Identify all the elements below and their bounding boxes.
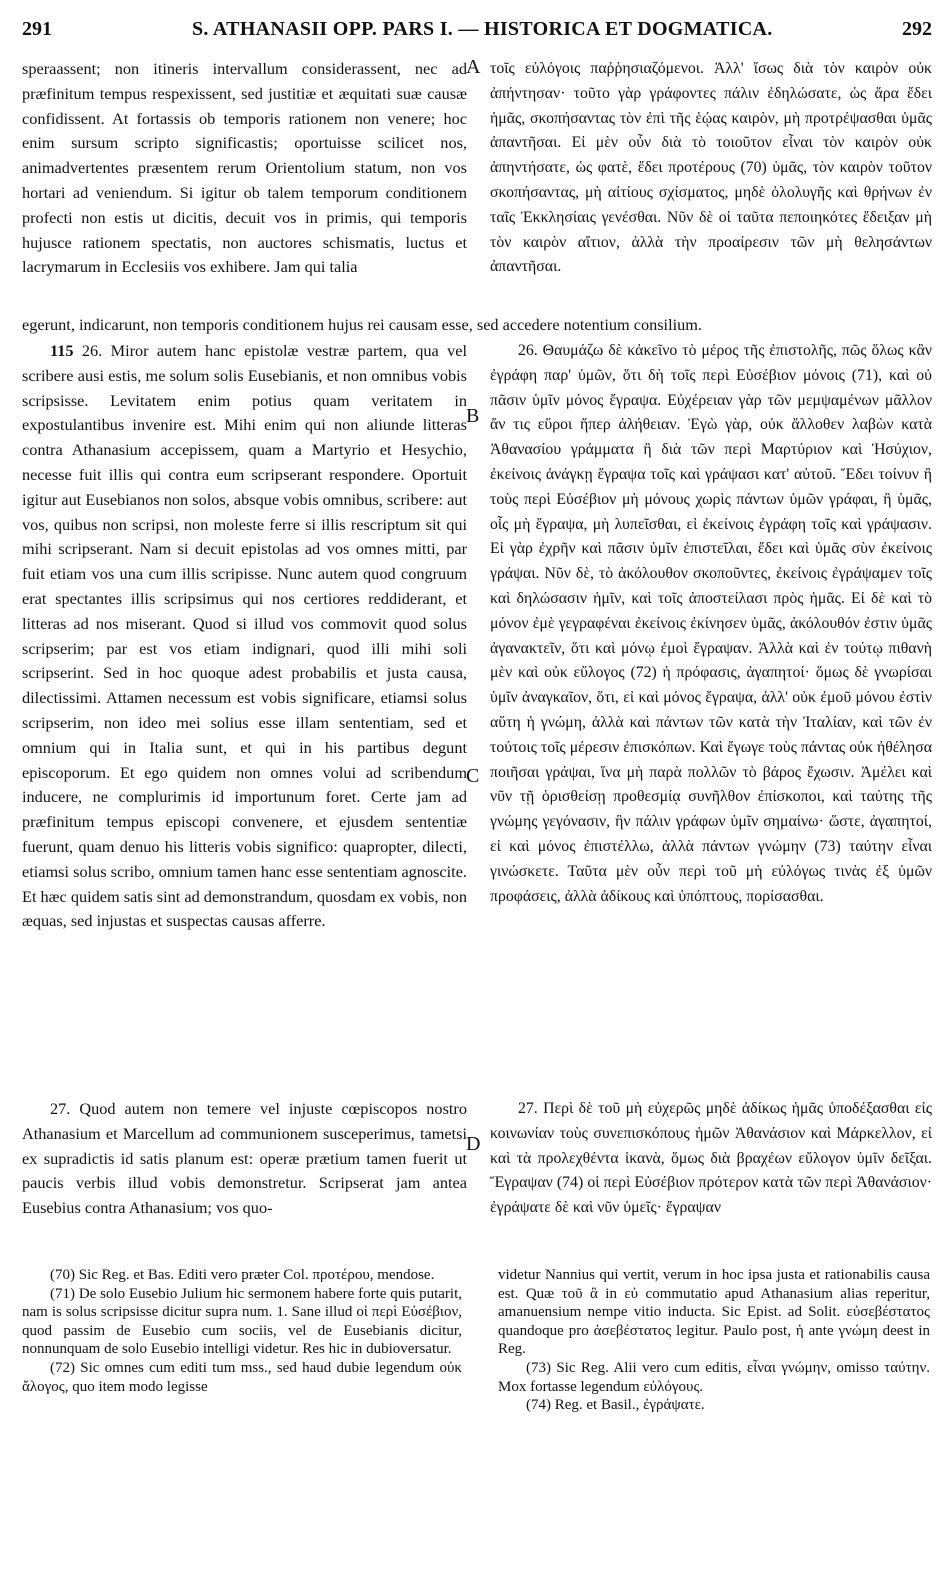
margin-letter-b: B: [466, 405, 480, 427]
latin-paragraph-26: [22, 339, 467, 934]
footnote-73: (73) Sic Reg. Alii vero cum editis, εἶναι γνώμην, omisso ταύτην. Mox fortasse legendum εὐλόγους.: [498, 1359, 930, 1395]
latin-paragraph-27: 27. Quod autem non temere vel injuste cœpiscopos nostro Athanasium et Marcellum ad communionem susceperimus, tametsi ex supradictis id satis planum est: operæ prætium tamen fuerit ut paucis verbis illud vobis demonstretur. Scripserat jam antea Eusebius contra Athanasium; vos quo-: [22, 1099, 467, 1218]
greek-column-top: [490, 57, 932, 307]
running-header: [22, 18, 932, 50]
latin-column-top: [22, 57, 467, 295]
footnote-71: (71) De solo Eusebio Julium hic sermonem habere forte quis putarit, nam is solus scripsisse dicitur supra num. 1. Sane illud οἱ περὶ Εὐσέβιον, quod passim de Eusebio cum sociis, vel de Eusebianis dicitur, nonnunquam de solo Eusebio intelligi videtur. Res hic in dubioversatur.: [22, 1285, 462, 1358]
latin-paragraph-continued: speraassent; non itineris intervallum considerassent, nec ad præfinitum tempus respexissent, sed justitiæ et æquitati suæ causæ confidissent. At fortassis ob temporis rationem non venere; hoc enim sursum scripto significastis; oportuisse scilicet nos, animadvertentes præsentem rerum Orientolium statum, non vos hortari ad veniendum. Si igitur ob talem temporum conditionem profecti non estis ut dicitis, decuit vos in primis, qui temporis hujusce rationem spectatis, non auctores schismatis, luctus et lacrymarum in Ecclesiis vos exhibere. Jam qui talia: [22, 59, 467, 277]
greek-column-27: [490, 1097, 932, 1247]
footnote-72: (72) Sic omnes cum editi tum mss., sed haud dubie legendum οὐκ ἄλογος, quo item modo legisse: [22, 1359, 462, 1395]
greek-paragraph-26: 26. Θαυμάζω δὲ κἀκεῖνο τὸ μέρος τῆς ἐπιστολῆς, πῶς ὅλως κἂν ἐγράφη παρ' ὑμῶν, ὅτι δὴ τοῖς περὶ Εὐσέβιον μόνοις (71), καὶ οὐ πᾶσιν ὑμῖν μόνος ἔγραψα. Εὐχέρειαν γὰρ τῶν μεμψαμένων μᾶλλον ἄν τις εὕροι ἤπερ ἀλήθειαν. Ἐγὼ γὰρ, οὐκ ἄλλοθεν λαβὼν κατὰ Ἀθανασίου γράμματα ἢ διὰ τῶν περὶ Μαρτύριον καὶ Ἡσύχιον, ἐκείνοις ἀνάγκῃ ἔγραψα τοῖς καὶ γράψασι κατ' αὐτοῦ. Ἔδει τοίνυν ἢ τοὺς περὶ Εὐσέβιον μὴ μόνους χωρὶς πάντων ὑμῶν γράφαι, ἢ ὑμᾶς, οἷς μὴ ἔγραψα, μὴ λυπεῖσθαι, εἰ ἐκείνοις ἐγράφη τοῖς καὶ γράψασιν. Εἰ γὰρ ἐχρῆν καὶ πᾶσιν ὑμῖν ἐπιστεῖλαι, ἔδει καὶ ὑμᾶς σὺν ἐκείνοις γράψαι. Νῦν δὲ, τὸ ἀκόλουθον σκοποῦντες, ἐκείνοις ἐγράψαμεν τοῖς καὶ δηλώσασιν ἡμῖν, καὶ τοῖς ἀποστείλασι πρὸς ἡμᾶς. Εἰ δὲ καὶ τὸ μόνον ἐμὲ γεγραφέναι ἐκείνοις ἐκίνησεν ὑμᾶς, ἀκόλουθόν ἐστιν ὑμᾶς ἀγανακτεῖν, ὅτι καὶ μόνῳ ἐμοὶ ἔγραψαν. Ἀλλὰ καὶ ἐν τούτῳ πιθανὴ μὲν καὶ οὐκ εὔλογος (72) ἡ πρόφασις, ἀγαπητοί· ὅμως δὲ γνωρίσαι ὑμῖν ἀναγκαῖον, ὅτι, εἰ καὶ μόνος ἔγραψα, ἀλλ' οὐκ ἐμοῦ μόνου ἐστὶν αὕτη ἡ γνώμη, ἀλλὰ καὶ πάντων τῶν κατὰ τὴν Ἰταλίαν, καὶ τῶν ἐν τούτοις τοῖς μέρεσιν ἐπισκόπων. Καὶ ἔγωγε τοὺς πάντας οὐκ ἠθέλησα ποιῆσαι γράψαι, ἵνα μὴ παρὰ πολλῶν τὸ βάρος ἔχωσιν. Ἀμέλει καὶ νῦν τῇ ὁρισθείσῃ προθεσμίᾳ συνῆλθον ἐπίσκοποι, καὶ ταύτης τῆς γνώμης γεγόνασιν, ἣν πάλιν γράφων ὑμῖν σημαίνω· ὥστε, ἀγαπητοί, εἰ καὶ μόνος ἐπιστέλλω, ἀλλὰ πάντων γνώμην (73) ταύτην εἶναι γινώσκετε. Ταῦτα μὲν οὖν περὶ τοῦ μὴ εὐλόγως τινὰς ἐξ ὑμῶν προφάσεις, ἀλλὰ ἀδίκους καὶ ὑπόπτους, πορίσασθαι.: [490, 342, 932, 905]
margin-letter-c: C: [466, 765, 480, 787]
bridging-sentence: egerunt, indicarunt, non temporis conditionem hujus rei causam esse, sed accedere notentium consilium.: [22, 315, 703, 334]
footnote-72-continued: videtur Nannius qui vertit, verum in hoc ipsa justa et rationabilis causa est. Quæ τοῦ ἃ in εὐ commutatio apud Athanasium alias reperitur, amanuensium nempe vitio inducta. Sic Epist. ad Solit. εὐσεβέστατος quandoque pro ἀσεβέστατος legitur. Paulo post, ἡ ante γνώμη deest in Reg.: [498, 1267, 930, 1358]
footnotes-left: [22, 1266, 462, 1556]
marginal-page-ref: 115: [50, 341, 74, 360]
header-title: S. ATHANASII OPP. PARS I. — HISTORICA ET DOGMATICA.: [192, 18, 773, 40]
footnotes-right: [498, 1266, 930, 1466]
margin-letter-a: A: [466, 56, 481, 78]
full-width-line: [22, 313, 932, 338]
page-number-left: 291: [22, 18, 52, 40]
latin-column-27: [22, 1097, 467, 1247]
greek-paragraph-continued: τοῖς εὐλόγοις παῤῥησιαζόμενοι. Ἀλλ' ἴσως διὰ τὸν καιρὸν οὐκ ἀπήντησαν· τοῦτο γὰρ γράφοντες πάλιν ἐδηλώσατε, ὡς ἄρα ἔδει ἡμᾶς, σκοπήσαντας τὸν ἐπὶ τῆς ἑῴας καιρὸν, μὴ προτρέψασθαι ὑμᾶς ἀπαντῆσαι. Εἰ μὲν οὖν διὰ τὸ τοιοῦτον εἶναι τὸν καιρὸν οὐκ ἀπηντήσατε, ὡς φατὲ, ἔδει προτέρους (70) ὑμᾶς, τὸν καιρὸν τοῦτον σκοπήσαντας, μὴ αἰτίους σχίσματος, μηδὲ ὀλολυγῆς καὶ θρήνων ἐν ταῖς Ἐκκλησίαις γενέσθαι. Νῦν δὲ οἱ ταῦτα πεποιηκότες ἔδειξαν μὴ τὸν καιρὸν αἴτιον, ἀλλὰ τὴν προαίρεσιν τῶν μὴ θελησάντων ἀπαντῆσαι.: [490, 60, 932, 276]
footnote-74: (74) Reg. et Basil., ἐγράψατε.: [526, 1397, 705, 1414]
margin-letter-d: D: [466, 1133, 481, 1155]
footnote-70: (70) Sic Reg. et Bas. Editi vero præter Col. προτέρου, mendose.: [50, 1267, 435, 1283]
greek-paragraph-27: 27. Περὶ δὲ τοῦ μὴ εὐχερῶς μηδὲ ἀδίκως ἡμᾶς ὑποδέξασθαι εἰς κοινωνίαν τοὺς συνεπισκόπους ἡμῶν Ἀθανάσιον καὶ Μάρκελλον, εἰ καὶ τὰ προλεχθέντα ἱκανὰ, ὅμως διὰ βραχέων εὔλογον ὑμῖν δεῖξαι. Ἔγραψαν (74) οἱ περὶ Εὐσέβιον πρότερον κατὰ τῶν περὶ Ἀθανάσιον· ἐγράψατε δὲ καὶ νῦν ὑμεῖς· ἔγραψαν: [490, 1100, 932, 1217]
latin-column-26: [22, 339, 467, 1091]
latin-paragraph-26-text: 26. Miror autem hanc epistolæ vestræ partem, qua vel scribere ausi estis, me solum solis Eusebianis, et non omnibus vobis scripsisse. Levitatem enim potius quam veritatem in expostulantibus invenire est. Mihi enim qui non aliunde litteras contra Athanasium accepissem, quam a Martyrio et Hesychio, necesse fuit illis qui contra eum scripserant respondere. Oportuit igitur aut Eusebianos non solos, absque vobis omnibus, scribere: aut vos, quibus non scripsi, non moleste ferre si illis rescriptum sit qui mihi scripserant. Nam si decuit epistolas ad vos omnes mitti, par fuit etiam vos una cum illis scripisse. Nunc autem quod congruum erat spectantes illis scripsimus qui nos certiores reddiderant, et litteras ad nos miserant. Quod si illud vos commovit quod solus scripserim; par est vos etiam indignari, quod illi mihi soli scripserint. Sed in hoc quoque adest probabilis et justa causa, dilectissimi. Attamen necessum est vobis significare, etiamsi solus scripserim, non ideo mei solius esse illam sententiam, sed et omnium qui in Italia sunt, et qui in his partibus degunt episcoporum. Et ego quidem non omnes volui ad scribendum inducere, ne complurimis id importunum foret. Certe jam ad præfinitum tempus episcopi convenere, et ejusdem sententiæ fuerunt, quam denuo his litteris vobis significo: quapropter, dilecti, etiamsi solus scribo, omnium tamen hanc esse sententiam agnoscite. Et hæc quidem satis sint ad demonstrandum, quosdam ex vobis, non æquas, sed injustas et suspectas causas afferre.: [22, 341, 467, 931]
page-number-right: 292: [902, 18, 932, 40]
greek-column-26: [490, 339, 932, 1091]
